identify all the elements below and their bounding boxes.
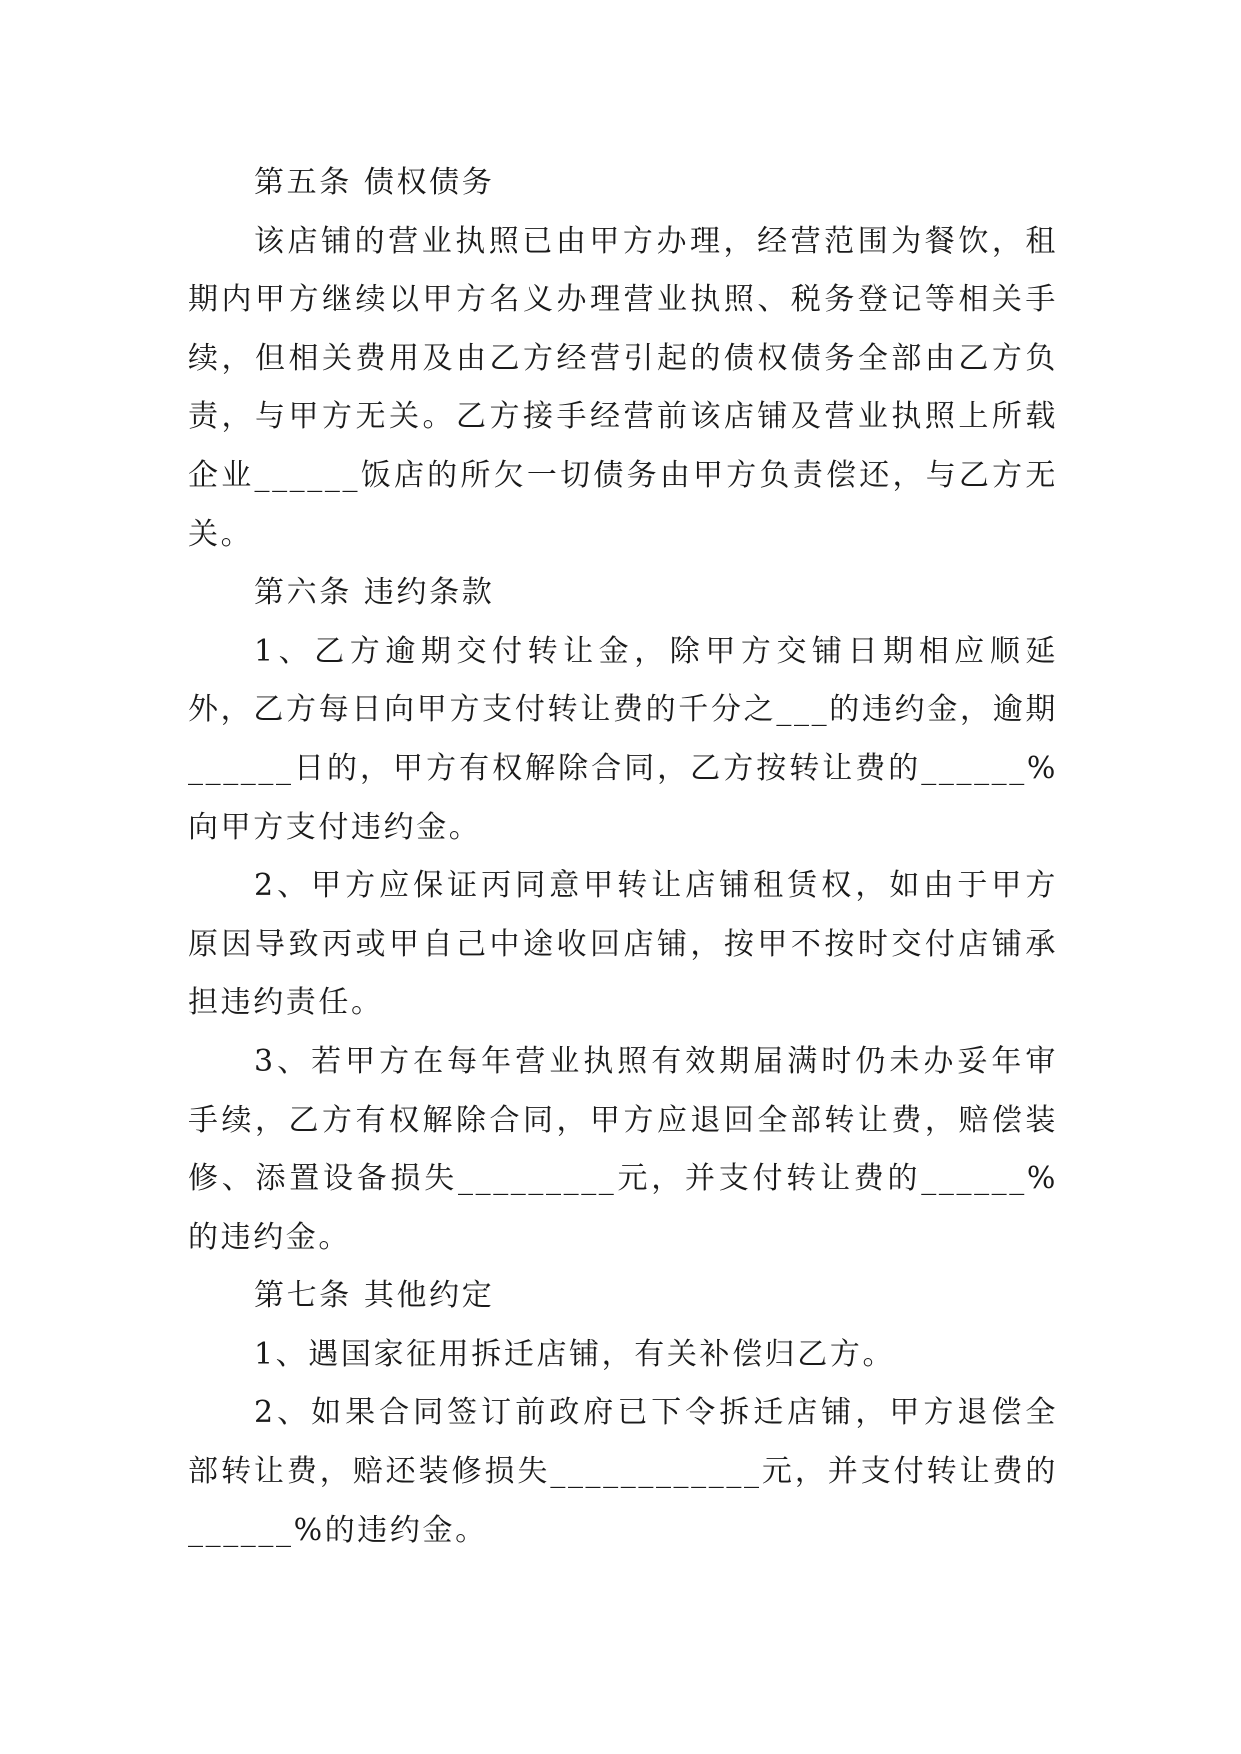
document-body <box>188 154 1058 1560</box>
article-6-clause-2: 2、甲方应保证丙同意甲转让店铺租赁权，如由于甲方原因导致丙或甲自己中途收回店铺，按甲不按时交付店铺承担违约责任。 <box>188 868 1058 1021</box>
article-5-heading: 第五条 债权债务 <box>254 165 495 200</box>
article-7-clause-1: 1、遇国家征用拆迁店铺，有关补偿归乙方。 <box>254 1336 896 1372</box>
article-6-heading: 第六条 违约条款 <box>254 575 495 611</box>
article-7-clause-2: 2、如果合同签订前政府已下令拆迁店铺，甲方退偿全部转让费，赔还装修损失____________元，并支付转让费的______%的违约金。 <box>188 1395 1058 1548</box>
article-5-paragraph: 该店铺的营业执照已由甲方办理，经营范围为餐饮，租期内甲方继续以甲方名义办理营业执照、税务登记等相关手续，但相关费用及由乙方经营引起的债权债务全部由乙方负责，与甲方无关。乙方接手经营前该店铺及营业执照上所载企业______饭店的所欠一切债务由甲方负责偿还，与乙方无关。 <box>188 223 1058 552</box>
article-6-clause-1: 1、乙方逾期交付转让金，除甲方交铺日期相应顺延外，乙方每日向甲方支付转让费的千分之___的违约金，逾期______日的，甲方有权解除合同，乙方按转让费的______%向甲方支付违约金。 <box>188 633 1058 845</box>
article-7-heading: 第七条 其他约定 <box>254 1278 495 1314</box>
article-6-clause-3: 3、若甲方在每年营业执照有效期届满时仍未办妥年审手续，乙方有权解除合同，甲方应退回全部转让费，赔偿装修、添置设备损失_________元，并支付转让费的______%的违约金。 <box>188 1043 1058 1255</box>
